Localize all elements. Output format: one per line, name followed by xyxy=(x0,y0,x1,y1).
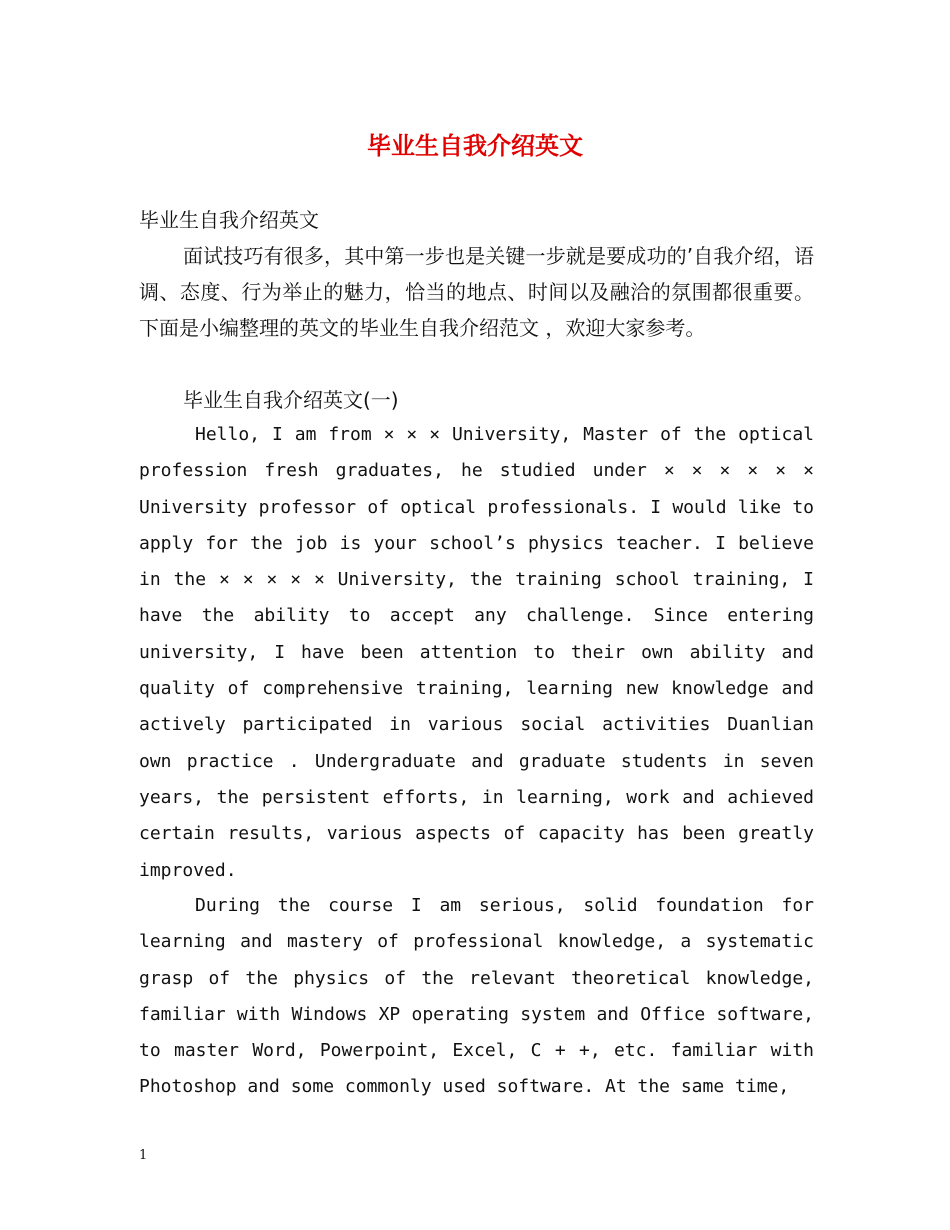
section-heading: 毕业生自我介绍英文(一) xyxy=(183,388,399,412)
document-title: 毕业生自我介绍英文 xyxy=(367,131,583,160)
intro-paragraph: 面试技巧有很多，其中第一步也是关键一步就是要成功的’自我介绍，语调、态度、行为举止的魅力，恰当的地点、时间以及融洽的氛围都很重要。下面是小编整理的英文的毕业生自我介绍范文 ，欢迎大家参考。 xyxy=(139,244,814,340)
body-paragraph-2: During the course I am serious, solid foundation for learning and mastery of professional knowledge, a systematic grasp of the physics of the relevant theoretical knowledge, familiar with Windows XP operating system and Office software, to master Word, Powerpoint, Excel, C + +, etc. familiar with Photoshop and some commonly used software. At the same time, xyxy=(139,895,814,1098)
page-number: 1 xyxy=(139,1148,148,1163)
body-paragraph-1: Hello, I am from × × × University, Master of the optical profession fresh graduates, he studied under × × × × × × University professor of optical professionals. I would like to apply for the job is your school’s physics teacher. I believe in the × × × × × University, the training school training, I have the ability to accept any challenge. Since entering university, I have been attention to their own ability and quality of comprehensive training, learning new knowledge and actively participated in various social activities Duanlian own practice . Undergraduate and graduate students in seven years, the persistent efforts, in learning, work and achieved certain results, various aspects of capacity has been greatly improved. xyxy=(139,424,814,881)
document-subtitle: 毕业生自我介绍英文 xyxy=(139,208,319,232)
